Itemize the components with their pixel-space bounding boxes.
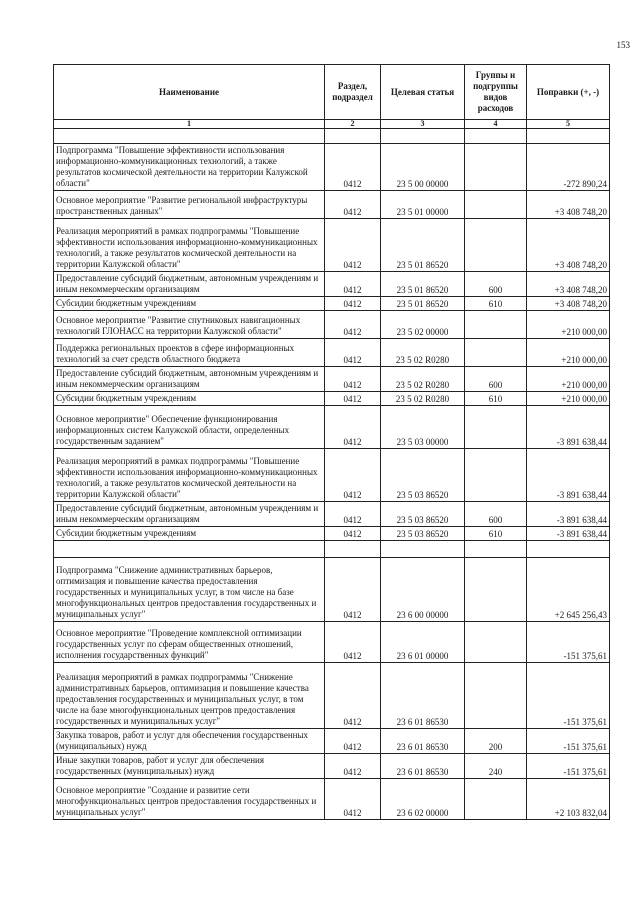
row-target-cell: 23 5 00 00000: [381, 144, 465, 191]
row-section-cell: 0412: [325, 527, 381, 541]
table-row: [54, 392, 610, 406]
table-row: [54, 663, 610, 729]
column-number-row: [54, 120, 610, 129]
table-row: [54, 311, 610, 339]
row-name-cell: Основное мероприятие "Проведение комплексной оптимизации государственных услуг по сферам общественных отношений, исполнения государственных функций": [54, 622, 325, 663]
row-amount-cell: -3 891 638,44: [527, 406, 610, 449]
row-name-cell: Иные закупки товаров, работ и услуг для обеспечения государственных (муниципальных) нужд: [54, 754, 325, 779]
table-row: [54, 558, 610, 622]
row-amount-cell: +3 408 748,20: [527, 297, 610, 311]
row-section-cell: 0412: [325, 272, 381, 297]
row-target-cell: 23 6 01 86530: [381, 663, 465, 729]
table-row: [54, 502, 610, 527]
row-amount-cell: +2 645 256,43: [527, 558, 610, 622]
row-name-cell: Основное мероприятие" Обеспечение функционирования информационных систем Калужской области, определенных государственным заданием": [54, 406, 325, 449]
row-group-cell: 610: [465, 297, 527, 311]
table-row: [54, 367, 610, 392]
row-section-cell: 0412: [325, 406, 381, 449]
row-section-cell: 0412: [325, 144, 381, 191]
row-amount-cell: +3 408 748,20: [527, 191, 610, 219]
table-row: [54, 729, 610, 754]
row-target-cell: 23 5 01 86520: [381, 297, 465, 311]
row-group-cell: 600: [465, 367, 527, 392]
header-name: Наименование: [54, 65, 325, 120]
row-name-cell: Субсидии бюджетным учреждениям: [54, 527, 325, 541]
header-group: Группы и подгруппы видов расходов: [465, 65, 527, 120]
table-body: [54, 129, 610, 820]
row-amount-cell: +3 408 748,20: [527, 272, 610, 297]
row-name-cell: Подпрограмма "Повышение эффективности использования информационно-коммуникационных технологий, а также результатов космической деятельности на территории Калужской области": [54, 144, 325, 191]
row-name-cell: Основное мероприятие "Создание и развитие сети многофункциональных центров предоставления государственных и муниципальных услуг": [54, 779, 325, 820]
row-group-cell: [465, 219, 527, 272]
row-group-cell: 600: [465, 502, 527, 527]
row-target-cell: 23 5 01 86520: [381, 219, 465, 272]
spacer-cell: [54, 129, 325, 144]
row-target-cell: 23 5 01 86520: [381, 272, 465, 297]
row-amount-cell: -272 890,24: [527, 144, 610, 191]
row-amount-cell: -3 891 638,44: [527, 527, 610, 541]
row-group-cell: 610: [465, 527, 527, 541]
row-group-cell: [465, 622, 527, 663]
table-row: [54, 449, 610, 502]
row-amount-cell: -3 891 638,44: [527, 449, 610, 502]
spacer-row: [54, 129, 610, 144]
row-section-cell: 0412: [325, 367, 381, 392]
row-amount-cell: +210 000,00: [527, 392, 610, 406]
row-section-cell: 0412: [325, 219, 381, 272]
spacer-cell: [381, 129, 465, 144]
row-name-cell: Реализация мероприятий в рамках подпрограммы "Повышение эффективности использования информационно-коммуникационных технологий, а также результатов космической деятельности на территории Калужской области": [54, 219, 325, 272]
row-amount-cell: +2 103 832,04: [527, 779, 610, 820]
row-group-cell: 240: [465, 754, 527, 779]
table-row: [54, 144, 610, 191]
table-row: [54, 527, 610, 541]
row-section-cell: 0412: [325, 502, 381, 527]
row-group-cell: 200: [465, 729, 527, 754]
spacer-cell: [465, 541, 527, 558]
row-name-cell: Основное мероприятие "Развитие спутниковых навигационных технологий ГЛОНАСС на территории Калужской области": [54, 311, 325, 339]
row-name-cell: Реализация мероприятий в рамках подпрограммы "Снижение административных барьеров, оптимизация и повышение качества предоставления государственных и муниципальных услуг, в том числе на базе многофункциональных центров предоставления государственных и муниципальных услуг": [54, 663, 325, 729]
row-target-cell: 23 5 02 R0280: [381, 339, 465, 367]
row-amount-cell: -151 375,61: [527, 754, 610, 779]
table-row: [54, 754, 610, 779]
spacer-cell: [527, 129, 610, 144]
row-group-cell: [465, 311, 527, 339]
row-section-cell: 0412: [325, 191, 381, 219]
header-row: [54, 65, 610, 120]
row-target-cell: 23 5 02 R0280: [381, 392, 465, 406]
spacer-row: [54, 541, 610, 558]
table-row: [54, 406, 610, 449]
row-section-cell: 0412: [325, 663, 381, 729]
row-section-cell: 0412: [325, 729, 381, 754]
row-group-cell: [465, 339, 527, 367]
row-amount-cell: -3 891 638,44: [527, 502, 610, 527]
row-amount-cell: -151 375,61: [527, 729, 610, 754]
row-amount-cell: -151 375,61: [527, 622, 610, 663]
row-section-cell: 0412: [325, 754, 381, 779]
row-group-cell: 600: [465, 272, 527, 297]
table-row: [54, 219, 610, 272]
header-target: Целевая статья: [381, 65, 465, 120]
row-name-cell: Предоставление субсидий бюджетным, автономным учреждениям и иным некоммерческим организациям: [54, 367, 325, 392]
table-row: [54, 622, 610, 663]
row-amount-cell: +210 000,00: [527, 339, 610, 367]
row-name-cell: Предоставление субсидий бюджетным, автономным учреждениям и иным некоммерческим организациям: [54, 272, 325, 297]
row-name-cell: Основное мероприятие "Развитие региональной инфраструктуры пространственных данных": [54, 191, 325, 219]
header-section: Раздел, подраздел: [325, 65, 381, 120]
column-number: 4: [465, 120, 527, 129]
spacer-cell: [54, 541, 325, 558]
row-group-cell: 610: [465, 392, 527, 406]
row-target-cell: 23 5 01 00000: [381, 191, 465, 219]
row-section-cell: 0412: [325, 622, 381, 663]
column-number: 3: [381, 120, 465, 129]
header-amount: Поправки (+, -): [527, 65, 610, 120]
row-group-cell: [465, 406, 527, 449]
row-section-cell: 0412: [325, 449, 381, 502]
row-target-cell: 23 6 02 00000: [381, 779, 465, 820]
row-name-cell: Субсидии бюджетным учреждениям: [54, 297, 325, 311]
row-amount-cell: +3 408 748,20: [527, 219, 610, 272]
row-section-cell: 0412: [325, 558, 381, 622]
row-name-cell: Субсидии бюджетным учреждениям: [54, 392, 325, 406]
row-amount-cell: -151 375,61: [527, 663, 610, 729]
row-name-cell: Закупка товаров, работ и услуг для обеспечения государственных (муниципальных) нужд: [54, 729, 325, 754]
row-name-cell: Подпрограмма "Снижение административных барьеров, оптимизация и повышение качества предоставления государственных и муниципальных услуг, в том числе на базе многофункциональных центров предоставления государственных и муниципальных услуг": [54, 558, 325, 622]
column-number: 5: [527, 120, 610, 129]
row-amount-cell: +210 000,00: [527, 367, 610, 392]
row-section-cell: 0412: [325, 392, 381, 406]
row-section-cell: 0412: [325, 297, 381, 311]
row-name-cell: Реализация мероприятий в рамках подпрограммы "Повышение эффективности использования информационно-коммуникационных технологий, а также результатов космической деятельности на территории Калужской области": [54, 449, 325, 502]
spacer-cell: [325, 129, 381, 144]
row-target-cell: 23 6 01 86530: [381, 754, 465, 779]
row-target-cell: 23 5 02 00000: [381, 311, 465, 339]
spacer-cell: [527, 541, 610, 558]
row-name-cell: Поддержка региональных проектов в сфере информационных технологий за счет средств областного бюджета: [54, 339, 325, 367]
row-group-cell: [465, 449, 527, 502]
row-section-cell: 0412: [325, 339, 381, 367]
row-group-cell: [465, 779, 527, 820]
row-group-cell: [465, 663, 527, 729]
table-row: [54, 191, 610, 219]
row-target-cell: 23 5 03 00000: [381, 406, 465, 449]
row-target-cell: 23 5 02 R0280: [381, 367, 465, 392]
row-amount-cell: +210 000,00: [527, 311, 610, 339]
row-section-cell: 0412: [325, 779, 381, 820]
column-number: 2: [325, 120, 381, 129]
page-number: 153: [616, 40, 630, 50]
spacer-cell: [325, 541, 381, 558]
row-target-cell: 23 6 01 86530: [381, 729, 465, 754]
row-target-cell: 23 6 00 00000: [381, 558, 465, 622]
budget-amendments-table: [53, 64, 610, 820]
row-target-cell: 23 6 01 00000: [381, 622, 465, 663]
row-target-cell: 23 5 03 86520: [381, 449, 465, 502]
row-section-cell: 0412: [325, 311, 381, 339]
row-group-cell: [465, 191, 527, 219]
table-row: [54, 272, 610, 297]
table-row: [54, 339, 610, 367]
row-group-cell: [465, 558, 527, 622]
row-target-cell: 23 5 03 86520: [381, 527, 465, 541]
table-row: [54, 297, 610, 311]
row-name-cell: Предоставление субсидий бюджетным, автономным учреждениям и иным некоммерческим организациям: [54, 502, 325, 527]
spacer-cell: [465, 129, 527, 144]
table-row: [54, 779, 610, 820]
spacer-cell: [381, 541, 465, 558]
row-target-cell: 23 5 03 86520: [381, 502, 465, 527]
row-group-cell: [465, 144, 527, 191]
column-number: 1: [54, 120, 325, 129]
